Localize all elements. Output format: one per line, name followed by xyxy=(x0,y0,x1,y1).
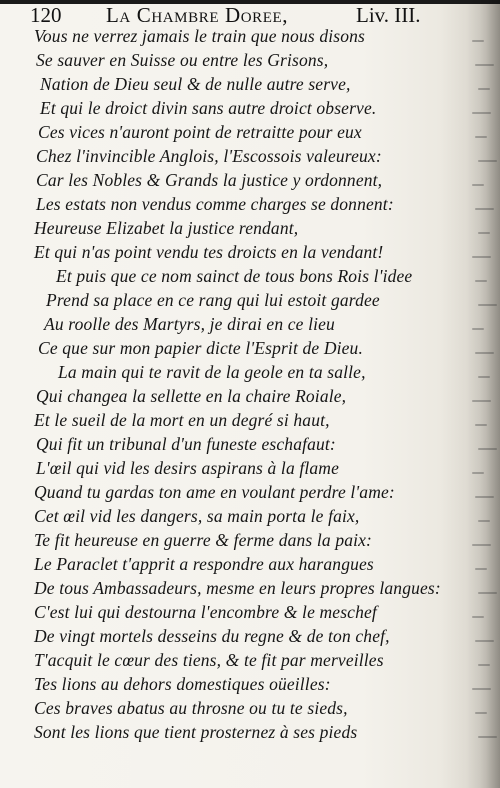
verse-line: Car les Nobles & Grands la justice y ordonnent, xyxy=(36,170,383,190)
bleed-mark xyxy=(472,544,491,546)
verse-line: Qui fit un tribunal d'un funeste eschafaut: xyxy=(36,434,336,454)
bleed-mark xyxy=(472,688,491,690)
bleed-mark xyxy=(478,376,490,378)
bleed-mark xyxy=(478,88,490,90)
verse-line: Tes lions au dehors domestiques oüeilles: xyxy=(34,674,331,694)
verse-line: Et qui n'as point vendu tes droicts en la vendant! xyxy=(34,242,384,262)
verse-line: Et le sueil de la mort en un degré si haut, xyxy=(34,410,330,430)
verse-line: Qui changea la sellette en la chaire Roiale, xyxy=(36,386,347,406)
bleed-mark xyxy=(475,136,487,138)
verse-line: Prend sa place en ce rang qui lui estoit gardee xyxy=(46,290,380,310)
bleed-mark xyxy=(472,328,484,330)
verse-line: Les estats non vendus comme charges se donnent: xyxy=(36,194,394,214)
bleed-mark xyxy=(472,112,491,114)
page-number: 120 xyxy=(30,3,62,27)
verse-line: Et puis que ce nom sainct de tous bons Rois l'idee xyxy=(56,266,413,286)
verse-line: Ces vices n'auront point de retraitte pour eux xyxy=(38,122,362,142)
running-head xyxy=(30,2,460,28)
verse-line: De vingt mortels desseins du regne & de ton chef, xyxy=(34,626,390,646)
verse-line: Chez l'invincible Anglois, l'Escossois valeureux: xyxy=(36,146,382,166)
bleed-mark xyxy=(475,280,487,282)
verse-line: Cet œil vid les dangers, sa main porta le faix, xyxy=(34,506,360,526)
verse-line: De tous Ambassadeurs, mesme en leurs propres langues: xyxy=(34,578,441,598)
verse-line: Vous ne verrez jamais le train que nous disons xyxy=(34,26,365,46)
verse-line: Sont les lions que tient prosternez à ses pieds xyxy=(34,722,358,742)
bleed-mark xyxy=(472,40,484,42)
verse-line: Ce que sur mon papier dicte l'Esprit de Dieu. xyxy=(38,338,363,358)
bleed-mark xyxy=(472,472,484,474)
verse-line: Le Paraclet t'apprit a respondre aux harangues xyxy=(34,554,374,574)
bleed-mark xyxy=(478,520,490,522)
bleed-mark xyxy=(478,448,497,450)
verse-line: Heureuse Elizabet la justice rendant, xyxy=(34,218,299,238)
facing-page-bleed xyxy=(466,0,500,788)
bleed-mark xyxy=(472,616,484,618)
bleed-mark xyxy=(478,736,497,738)
bleed-mark xyxy=(475,640,494,642)
bleed-mark xyxy=(472,256,491,258)
bleed-mark xyxy=(475,424,487,426)
bleed-mark xyxy=(475,496,494,498)
verse-line: Nation de Dieu seul & de nulle autre serve, xyxy=(40,74,351,94)
verse-line: Et qui le droict divin sans autre droict observe. xyxy=(40,98,377,118)
verse-line: Se sauver en Suisse ou entre les Grisons, xyxy=(36,50,329,70)
bleed-mark xyxy=(472,184,484,186)
bleed-mark xyxy=(478,232,490,234)
bleed-mark xyxy=(478,664,490,666)
bleed-mark xyxy=(475,64,494,66)
verse-line: Te fit heureuse en guerre & ferme dans la paix: xyxy=(34,530,373,550)
verse-line: T'acquit le cœur des tiens, & te fit par merveilles xyxy=(34,650,384,670)
verse-line: Ces braves abatus au throsne ou tu te sieds, xyxy=(34,698,348,718)
bleed-mark xyxy=(478,304,497,306)
verse-line: Au roolle des Martyrs, je dirai en ce lieu xyxy=(44,314,335,334)
bleed-mark xyxy=(472,400,491,402)
bleed-mark xyxy=(478,160,497,162)
verse-line: La main qui te ravit de la geole en ta salle, xyxy=(58,362,366,382)
bleed-mark xyxy=(478,592,497,594)
verse-line: L'œil qui vid les desirs aspirans à la flame xyxy=(36,458,339,478)
verse-line: Quand tu gardas ton ame en voulant perdre l'ame: xyxy=(34,482,395,502)
bleed-mark xyxy=(475,568,487,570)
bleed-mark xyxy=(475,208,494,210)
running-title: La Chambre Doree, xyxy=(106,3,289,27)
bleed-mark xyxy=(475,712,487,714)
verse-line: C'est lui qui destourna l'encombre & le meschef xyxy=(34,602,377,622)
bleed-mark xyxy=(475,352,494,354)
book-number: Liv. III. xyxy=(356,3,421,27)
